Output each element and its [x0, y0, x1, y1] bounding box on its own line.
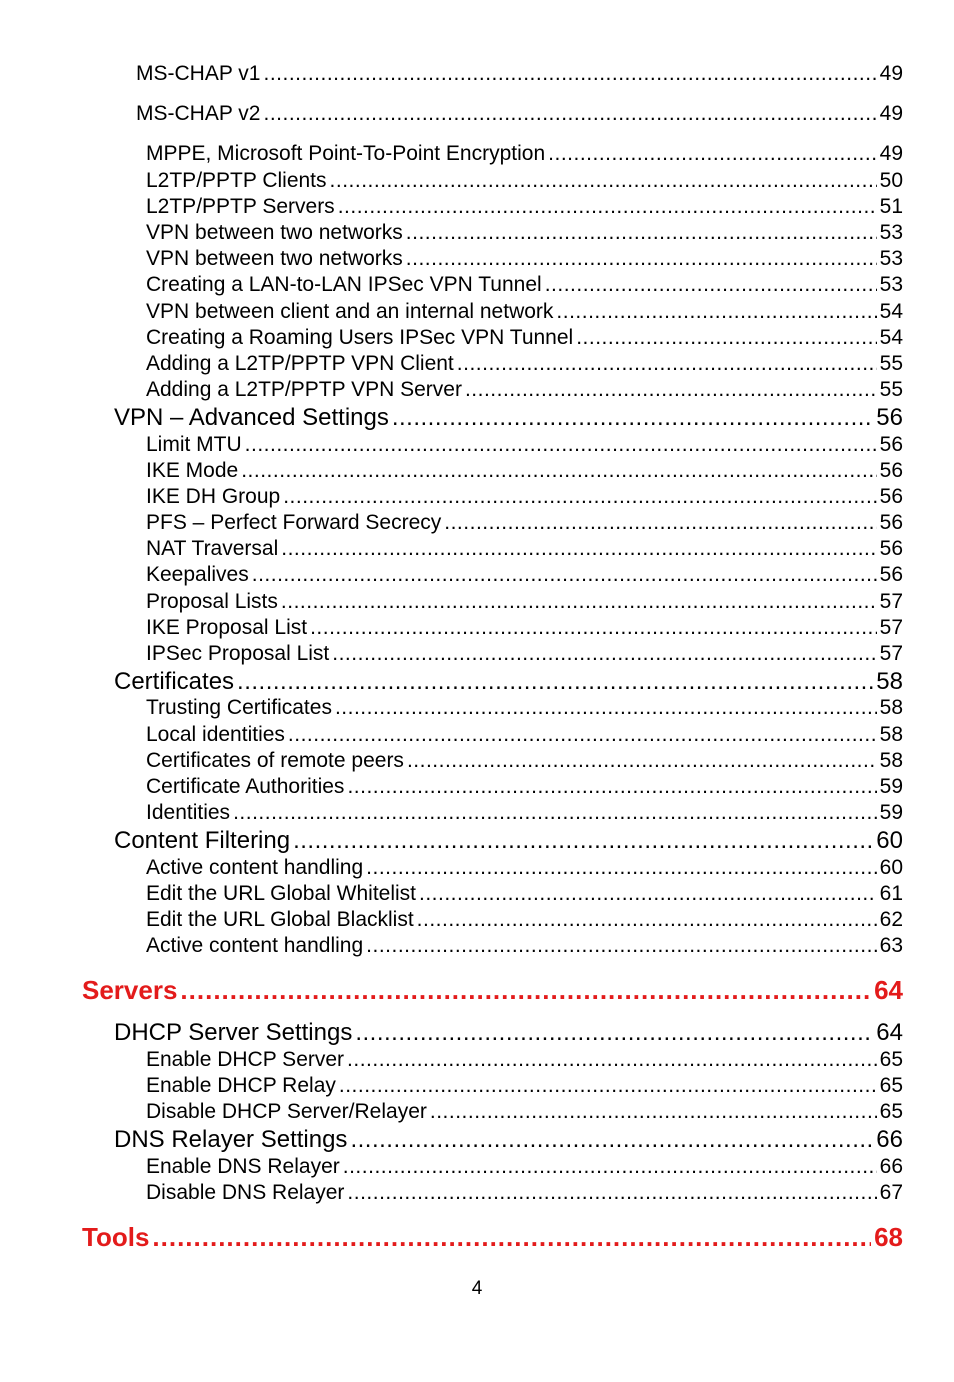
toc-entry-page: 65	[879, 1048, 903, 1071]
toc-entry[interactable]	[146, 1100, 903, 1124]
toc-entry-title: IPSec Proposal List	[146, 642, 330, 665]
toc-entry-page: 56	[879, 563, 903, 586]
toc-entry-page: 51	[879, 195, 903, 218]
toc-leader-dots	[350, 1126, 873, 1154]
toc-entry-title: VPN between client and an internal network	[146, 300, 554, 323]
toc-entry-page: 61	[879, 882, 903, 905]
toc-entry[interactable]	[136, 102, 903, 126]
toc-entry-page: 56	[879, 485, 903, 508]
toc-entry-page: 50	[879, 169, 903, 192]
toc-entry[interactable]	[146, 326, 903, 350]
toc-entry-page: 55	[879, 352, 903, 375]
toc-leader-dots	[330, 169, 877, 193]
toc-leader-dots	[339, 1074, 877, 1098]
toc-entry-page: 49	[879, 102, 903, 125]
toc-leader-dots	[237, 668, 873, 696]
toc-entry-page: 56	[879, 537, 903, 560]
toc-entry-title: IKE Mode	[146, 459, 239, 482]
toc-entry-title: Disable DHCP Server/Relayer	[146, 1100, 427, 1123]
toc-entry[interactable]	[146, 1155, 903, 1179]
toc-entry[interactable]	[146, 537, 903, 561]
toc-leader-dots	[556, 300, 876, 324]
toc-entry-title: Identities	[146, 801, 231, 824]
toc-entry-page: 53	[879, 247, 903, 270]
toc-entry[interactable]	[146, 749, 903, 773]
toc-entry-page: 57	[879, 616, 903, 639]
toc-leader-dots	[152, 1222, 871, 1252]
toc-entry[interactable]	[146, 1048, 903, 1072]
toc-entry[interactable]	[146, 459, 903, 483]
toc-entry-page: 66	[876, 1126, 903, 1153]
toc-entry-page: 53	[879, 221, 903, 244]
toc-entry-title: MS-CHAP v1	[136, 62, 261, 85]
toc-entry-title: VPN – Advanced Settings	[114, 404, 389, 431]
toc-entry[interactable]	[114, 827, 903, 855]
toc-leader-dots	[252, 563, 877, 587]
toc-entry-page: 67	[879, 1181, 903, 1204]
toc-entry-page: 57	[879, 642, 903, 665]
toc-leader-dots	[347, 775, 876, 799]
toc-entry-page: 56	[876, 404, 903, 431]
toc-entry-title: DNS Relayer Settings	[114, 1126, 348, 1153]
toc-entry-page: 63	[879, 934, 903, 957]
toc-entry-title: Tools	[82, 1222, 150, 1252]
toc-leader-dots	[338, 195, 877, 219]
toc-entry-title: Trusting Certificates	[146, 696, 332, 719]
toc-entry[interactable]	[146, 934, 903, 958]
toc-entry-title: Enable DNS Relayer	[146, 1155, 340, 1178]
toc-entry-page: 54	[879, 300, 903, 323]
toc-leader-dots	[545, 273, 877, 297]
toc-entry[interactable]	[146, 696, 903, 720]
toc-entry[interactable]	[146, 485, 903, 509]
toc-entry[interactable]	[146, 616, 903, 640]
toc-entry-title: Certificates of remote peers	[146, 749, 404, 772]
toc-entry-title: IKE DH Group	[146, 485, 281, 508]
toc-leader-dots	[263, 62, 876, 86]
toc-entry[interactable]	[146, 1181, 903, 1205]
toc-entry-page: 49	[879, 62, 903, 85]
toc-entry-page: 65	[879, 1074, 903, 1097]
toc-entry[interactable]	[114, 1019, 903, 1047]
toc-leader-dots	[407, 749, 877, 773]
toc-entry[interactable]	[146, 142, 903, 166]
toc-entry[interactable]	[114, 668, 903, 696]
toc-entry-title: Enable DHCP Relay	[146, 1074, 336, 1097]
toc-entry-page: 68	[874, 1222, 903, 1252]
toc-entry-title: Servers	[82, 975, 178, 1005]
toc-leader-dots	[548, 142, 876, 166]
toc-leader-dots	[457, 352, 877, 376]
toc-entry-title: MS-CHAP v2	[136, 102, 261, 125]
toc-entry-title: Active content handling	[146, 856, 364, 879]
toc-entry-page: 62	[879, 908, 903, 931]
toc-entry-title: Limit MTU	[146, 433, 242, 456]
toc-entry-title: Certificates	[114, 668, 235, 695]
toc-entry[interactable]	[146, 273, 903, 297]
toc-entry-title: L2TP/PPTP Servers	[146, 195, 335, 218]
toc-leader-dots	[406, 221, 877, 245]
toc-entry-page: 64	[876, 1019, 903, 1046]
toc-entry[interactable]	[146, 247, 903, 271]
toc-leader-dots	[233, 801, 877, 825]
toc-leader-dots	[245, 433, 877, 457]
page-number: 4	[471, 1278, 483, 1299]
toc-entry-page: 65	[879, 1100, 903, 1123]
toc-entry[interactable]	[146, 563, 903, 587]
toc-leader-dots	[444, 511, 876, 535]
toc-entry[interactable]	[146, 352, 903, 376]
toc-entry[interactable]	[114, 1126, 903, 1154]
toc-leader-dots	[430, 1100, 877, 1124]
toc-entry[interactable]	[146, 511, 903, 535]
toc-leader-dots	[347, 1181, 876, 1205]
toc-entry[interactable]	[136, 62, 903, 86]
toc-leader-dots	[392, 404, 873, 432]
toc-entry-page: 60	[879, 856, 903, 879]
toc-entry-page: 59	[879, 775, 903, 798]
toc-entry-title: Creating a Roaming Users IPSec VPN Tunnel	[146, 326, 574, 349]
toc-leader-dots	[281, 590, 877, 614]
toc-leader-dots	[343, 1155, 877, 1179]
toc-entry-page: 53	[879, 273, 903, 296]
toc-leader-dots	[335, 696, 877, 720]
toc-entry[interactable]	[82, 1222, 903, 1252]
toc-entry[interactable]	[146, 908, 903, 932]
toc-entry-page: 58	[879, 723, 903, 746]
toc-entry[interactable]	[146, 642, 903, 666]
toc-entry-title: Disable DNS Relayer	[146, 1181, 345, 1204]
toc-entry-title: Edit the URL Global Blacklist	[146, 908, 414, 931]
toc-entry[interactable]	[146, 433, 903, 457]
toc-leader-dots	[288, 723, 877, 747]
toc-entry-page: 56	[879, 433, 903, 456]
toc-leader-dots	[366, 934, 876, 958]
toc-leader-dots	[417, 908, 877, 932]
toc-entry[interactable]	[146, 801, 903, 825]
toc-entry[interactable]	[146, 300, 903, 324]
toc-entry[interactable]	[146, 169, 903, 193]
toc-entry[interactable]	[146, 590, 903, 614]
toc-entry[interactable]	[146, 856, 903, 880]
toc-entry-title: Adding a L2TP/PPTP VPN Server	[146, 378, 462, 401]
toc-entry-title: Adding a L2TP/PPTP VPN Client	[146, 352, 454, 375]
toc-leader-dots	[180, 975, 871, 1005]
toc-entry-title: DHCP Server Settings	[114, 1019, 353, 1046]
toc-leader-dots	[283, 485, 876, 509]
toc-entry[interactable]	[82, 975, 903, 1005]
toc-entry-title: NAT Traversal	[146, 537, 279, 560]
toc-entry-title: Active content handling	[146, 934, 364, 957]
toc-entry-title: Creating a LAN-to-LAN IPSec VPN Tunnel	[146, 273, 542, 296]
toc-entry-title: Local identities	[146, 723, 285, 746]
toc-entry-title: Certificate Authorities	[146, 775, 345, 798]
toc-entry-title: MPPE, Microsoft Point-To-Point Encryption	[146, 142, 546, 165]
toc-entry-title: Proposal Lists	[146, 590, 278, 613]
toc-entry-title: Content Filtering	[114, 827, 291, 854]
toc-entry-title: Keepalives	[146, 563, 249, 586]
toc-leader-dots	[241, 459, 876, 483]
toc-leader-dots	[465, 378, 877, 402]
toc-leader-dots	[332, 642, 876, 666]
toc-leader-dots	[263, 102, 876, 126]
toc-entry-page: 60	[876, 827, 903, 854]
toc-entry-page: 58	[879, 749, 903, 772]
toc-entry-page: 55	[879, 378, 903, 401]
toc-entry-page: 57	[879, 590, 903, 613]
toc-entry-page: 58	[879, 696, 903, 719]
toc-leader-dots	[419, 882, 877, 906]
toc-entry[interactable]	[146, 723, 903, 747]
toc-entry[interactable]	[146, 1074, 903, 1098]
toc-entry-page: 58	[876, 668, 903, 695]
toc-entry-title: VPN between two networks	[146, 221, 403, 244]
toc-entry[interactable]	[146, 195, 903, 219]
toc-entry-page: 49	[879, 142, 903, 165]
toc-leader-dots	[281, 537, 876, 561]
toc-entry[interactable]	[146, 882, 903, 906]
toc-entry-title: IKE Proposal List	[146, 616, 308, 639]
toc-entry[interactable]	[146, 378, 903, 402]
toc-entry-title: VPN between two networks	[146, 247, 403, 270]
toc-leader-dots	[576, 326, 876, 350]
toc-leader-dots	[406, 247, 877, 271]
toc-entry-page: 64	[874, 975, 903, 1005]
toc-leader-dots	[347, 1048, 877, 1072]
toc-entry-title: L2TP/PPTP Clients	[146, 169, 327, 192]
toc-entry-page: 56	[879, 511, 903, 534]
toc-entry[interactable]	[146, 775, 903, 799]
toc-entry[interactable]	[146, 221, 903, 245]
toc-entry-page: 66	[879, 1155, 903, 1178]
toc-entry-page: 54	[879, 326, 903, 349]
toc-entry-title: Edit the URL Global Whitelist	[146, 882, 416, 905]
toc-leader-dots	[310, 616, 877, 640]
toc-entry-title: PFS – Perfect Forward Secrecy	[146, 511, 442, 534]
toc-entry-page: 59	[879, 801, 903, 824]
toc-leader-dots	[366, 856, 876, 880]
toc-leader-dots	[355, 1019, 873, 1047]
toc-entry-title: Enable DHCP Server	[146, 1048, 345, 1071]
toc-entry-page: 56	[879, 459, 903, 482]
toc-entry[interactable]	[114, 404, 903, 432]
toc-leader-dots	[293, 827, 873, 855]
